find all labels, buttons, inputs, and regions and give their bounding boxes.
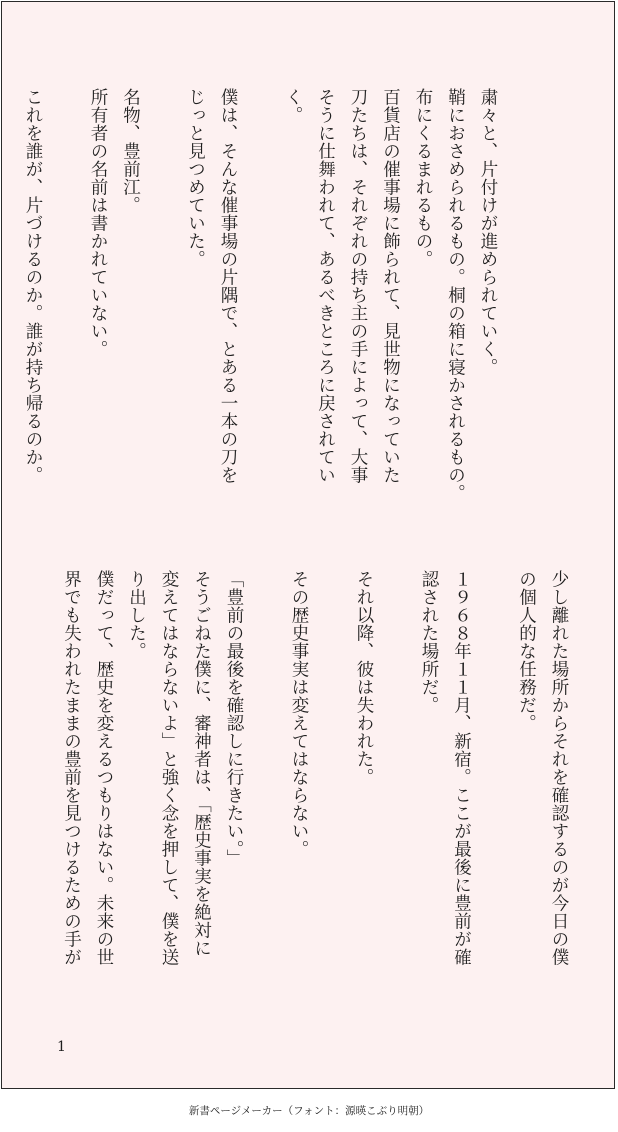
text-line: り出した。 [126,570,147,660]
upper-text-block [17,88,505,528]
text-line: 名物、豊前江。 [120,88,141,214]
text-line: 界でも失われたままの豊前を見つけるための手が [61,570,82,966]
text-line: 変えてはならないよ」と強く念を押して、僕を送 [159,570,179,966]
text-line: 百貨店の催事場に飾られて、見世物になっていた [380,88,401,484]
text-line: そうに仕舞われて、あるべきところに戻されてい [315,88,336,484]
text-line: １９６８年１１月、新宿。ここが最後に豊前が確 [451,570,472,966]
text-line: 認された場所だ。 [419,570,439,714]
text-line: 所有者の名前は書かれていない。 [88,88,108,358]
text-line: それ以降、彼は失われた。 [354,570,374,786]
text-line: く。 [283,88,303,124]
blank-line [250,570,283,1010]
text-line: の個人的な任務だ。 [516,570,537,732]
text-line: そうごねた僕に、審神者は、「歴史事実を絶対に [191,570,212,958]
blank-line [49,88,82,528]
footer-credit: 新書ページメーカー（フォント：源暎こぶり明朝） [188,1105,430,1117]
text-line: 僕だって、歴史を変えるつもりはない。未来の世 [94,570,114,966]
lower-text-block [55,570,575,1010]
page-number: 1 [57,1039,66,1055]
text-line: 「豊前の最後を確認しに行きたい。」 [224,570,244,868]
text-line: 僕は、そんな催事場の片隅で、とある一本の刀を [218,88,238,484]
text-line: 刀たちは、それぞれの持ち主の手によって、大事 [348,88,368,484]
blank-line [147,88,180,528]
manuscript-page [1,1,615,1089]
blank-line [380,570,413,1010]
blank-line [244,88,277,528]
text-line: 布にくるまれるもの。 [413,88,433,268]
text-line: 少し離れた場所からそれを確認するのが今日の僕 [549,570,569,966]
text-line: これを誰が、片づけるのか。誰が持ち帰るのか。 [23,88,43,484]
text-line: その歴史事実は変えてはならない。 [289,570,309,858]
blank-line [315,570,348,1010]
text-line: じっと見つめていた。 [185,88,206,268]
text-line: 鞘におさめられるもの。桐の箱に寝かされるもの。 [445,88,466,502]
text-line: 粛々と、片付けが進められていく。 [478,88,498,376]
blank-line [478,570,511,1010]
